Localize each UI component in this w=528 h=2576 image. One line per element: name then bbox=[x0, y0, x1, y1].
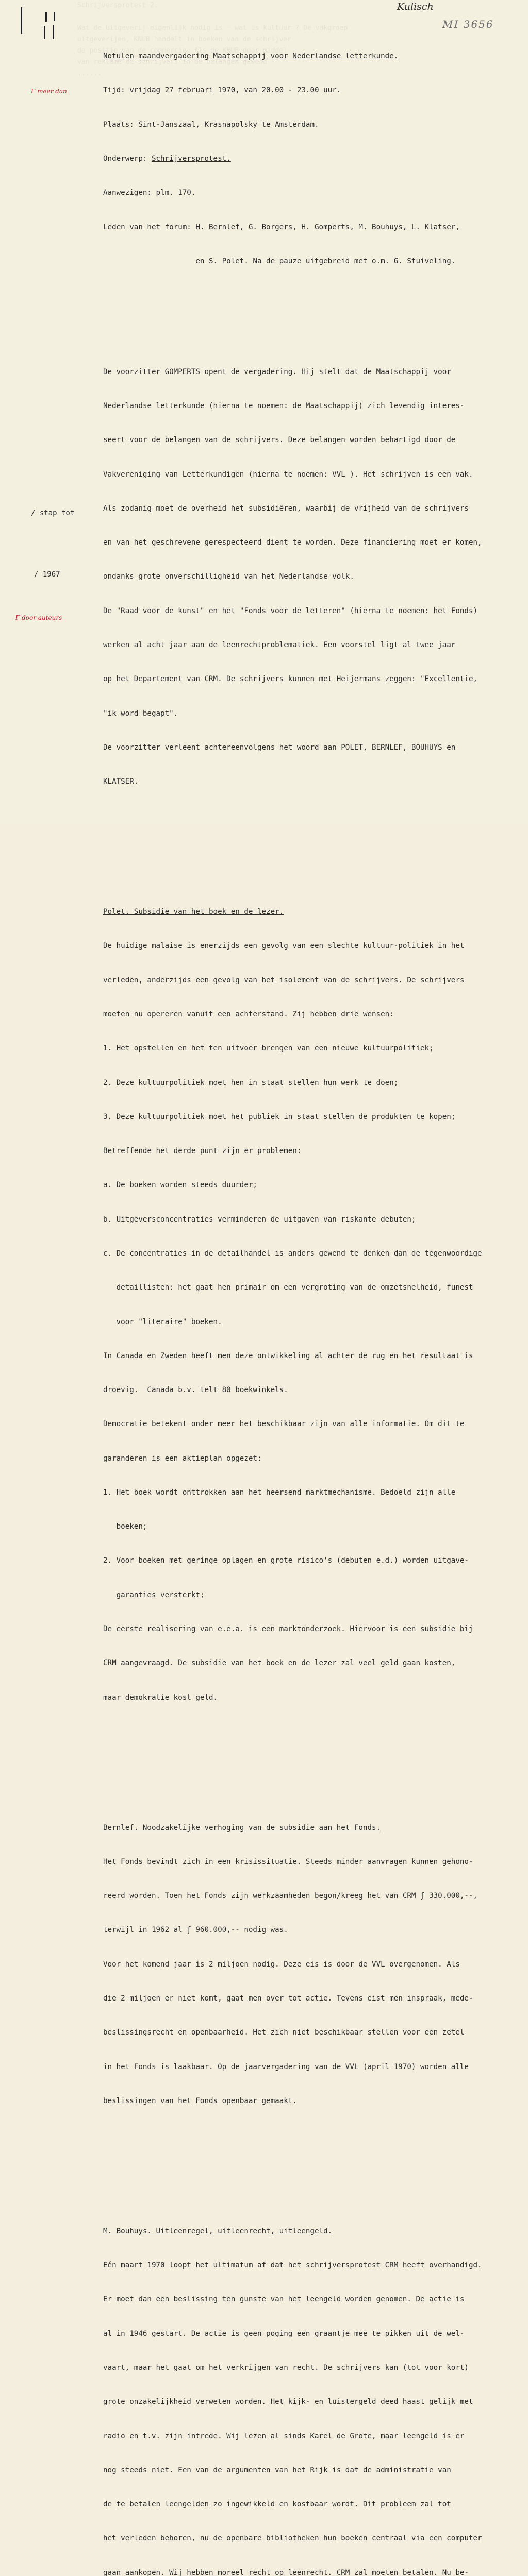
document-title: Notulen maandvergadering Maatschappij voor Nederlandse letterkunde. bbox=[103, 52, 399, 61]
intro-line: en van het geschrevene gerespecteerd dient te worden. Deze financiering moet er komen, bbox=[103, 538, 482, 547]
polet-line: c. De concentraties in de detailhandel is anders gewend te denken dan de tegenwoordige bbox=[103, 1249, 482, 1258]
meeting-time: Tijd: vrijdag 27 februari 1970, van 20.00 - 23.00 uur. bbox=[103, 86, 341, 95]
archive-mark-4 bbox=[54, 12, 55, 21]
bernlef-line: Het Fonds bevindt zich in een krisissituatie. Steeds minder aanvragen kunnen gehono- bbox=[103, 1857, 473, 1866]
polet-line: garanties versterkt; bbox=[103, 1590, 205, 1599]
bouhuys-line: het verleden behoren, nu de openbare bibliotheken hun boeken centraal via een computer bbox=[103, 2534, 482, 2543]
intro-line: KLATSER. bbox=[103, 777, 139, 786]
bouhuys-line: nog steeds niet. Een van de argumenten van het Rijk is dat de administratie van bbox=[103, 2466, 451, 2475]
section-heading-polet: Polet. Subsidie van het boek en de lezer. bbox=[103, 908, 284, 917]
archive-mark-1 bbox=[21, 7, 22, 34]
bouhuys-line: gaan aankopen. Wij hebben moreel recht op leenrecht. CRM zal moeten betalen. Nu be- bbox=[103, 2568, 469, 2576]
intro-line: "ik word begapt". bbox=[103, 709, 178, 718]
polet-line: voor "literaire" boeken. bbox=[103, 1317, 222, 1326]
intro-line: Vakvereniging van Letterkundigen (hierna te noemen: VVL ). Het schrijven is een vak. bbox=[103, 470, 473, 479]
intro-line: Nederlandse letterkunde (hierna te noemen: de Maatschappij) zich levendig interes- bbox=[103, 402, 465, 410]
intro-line: op het Departement van CRM. De schrijvers kunnen met Heijermans zeggen: "Excellentie, bbox=[103, 675, 478, 684]
intro-line: Als zodanig moet de overheid het subsidiëren, waarbij de vrijheid van de schrijvers bbox=[103, 504, 469, 513]
section-heading-bernlef: Bernlef. Noodzakelijke verhoging van de subsidie aan het Fonds. bbox=[103, 1823, 381, 1832]
margin-note-door-auteurs: Γ door auteurs bbox=[15, 614, 62, 621]
section-heading-bouhuys: M. Bouhuys. Uitleenregel, uitleenrecht, uitleengeld. bbox=[103, 2227, 333, 2235]
archive-mark-3 bbox=[44, 26, 45, 39]
forum-members-1: Leden van het forum: H. Bernlef, G. Borgers, H. Gomperts, M. Bouhuys, L. Klatser, bbox=[103, 223, 460, 231]
polet-line: detaillisten: het gaat hen primair om een vergroting van de omzetsnelheid, funest bbox=[103, 1283, 473, 1292]
bernlef-line: reerd worden. Toen het Fonds zijn werkzaamheden begon/kreeg het van CRM ƒ 330.000,--, bbox=[103, 1892, 478, 1901]
polet-line: maar demokratie kost geld. bbox=[103, 1693, 218, 1702]
polet-line: 2. Deze kultuurpolitiek moet hen in staat stellen hun werk te doen; bbox=[103, 1078, 399, 1087]
polet-line: 1. Het boek wordt onttrokken aan het heersend marktmechanisme. Bedoeld zijn alle bbox=[103, 1488, 456, 1497]
polet-line: 2. Voor boeken met geringe oplagen en grote risico's (debuten e.d.) worden uitgave- bbox=[103, 1556, 469, 1565]
polet-line: 3. Deze kultuurpolitiek moet het publiek in staat stellen de produkten te kopen; bbox=[103, 1112, 456, 1121]
archive-mark-2 bbox=[45, 12, 47, 22]
section-polet bbox=[103, 884, 527, 1726]
polet-line: De huidige malaise is enerzijds een gevolg van een slechte kultuur-politiek in het bbox=[103, 942, 465, 951]
archive-stamp: MI 3656 bbox=[442, 18, 494, 30]
handwritten-annotation-top: Kulisch bbox=[397, 1, 434, 12]
bouhuys-line: Eén maart 1970 loopt het ultimatum af dat het schrijversprotest CRM heeft overhandigd. bbox=[103, 2261, 482, 2270]
polet-line: verleden, anderzijds een gevolg van het isolement van de schrijvers. De schrijvers bbox=[103, 976, 465, 985]
polet-line: 1. Het opstellen en het ten uitvoer brengen van een nieuwe kultuurpolitiek; bbox=[103, 1044, 434, 1053]
meeting-place: Plaats: Sint-Janszaal, Krasnapolsky te Amsterdam. bbox=[103, 120, 319, 129]
polet-line: droevig. Canada b.v. telt 80 boekwinkels. bbox=[103, 1386, 288, 1395]
margin-note-stap-tot: / stap tot bbox=[31, 509, 75, 517]
polet-line: Betreffende het derde punt zijn er problemen: bbox=[103, 1147, 302, 1156]
bleed-through-text: Schrijversprotest 2. Wat de uitgeverij eigenlijk nodig is — wat is kultuur ? De vakgroep uitgeverijen, KNUB handelt in boeken van de schrijver de positie van de commercie. Als de KNUB door middel van reklame de schrijvers in de belangen gewend ...... bbox=[77, 2, 348, 77]
polet-line: garanderen is een aktieplan opgezet: bbox=[103, 1454, 262, 1463]
archive-mark-5 bbox=[53, 25, 54, 39]
intro-line: De "Raad voor de kunst" en het "Fonds voor de letteren" (hierna te noemen: het Fonds) bbox=[103, 606, 478, 615]
polet-line: Democratie betekent onder meer het beschikbaar zijn van alle informatie. Om dit te bbox=[103, 1420, 465, 1429]
margin-note-meer-dan: Γ meer dan bbox=[31, 88, 67, 95]
margin-note-1967: / 1967 bbox=[34, 570, 60, 579]
subject-value: Schrijversprotest. bbox=[151, 155, 231, 163]
bernlef-line: beslissingsrecht en openbaarheid. Het zich niet beschikbaar stellen voor een zetel bbox=[103, 2028, 465, 2037]
intro-line: werken al acht jaar aan de leenrechtproblematiek. Een voorstel ligt al twee jaar bbox=[103, 640, 456, 649]
section-bouhuys bbox=[103, 2203, 527, 2576]
subject-label: Onderwerp: bbox=[103, 155, 152, 163]
bouhuys-line: vaart, maar het gaat om het verkrijgen van recht. De schrijvers kan (tot voor kort) bbox=[103, 2364, 469, 2372]
bernlef-line: beslissingen van het Fonds openbaar gemaakt. bbox=[103, 2096, 297, 2105]
intro-line: ondanks grote onverschilligheid van het Nederlandse volk. bbox=[103, 572, 354, 581]
polet-line: b. Uitgeversconcentraties verminderen de uitgaven van riskante debuten; bbox=[103, 1215, 416, 1224]
polet-line: moeten nu opereren vanuit een achterstand. Zij hebben drie wensen: bbox=[103, 1010, 394, 1019]
bernlef-line: terwijl in 1962 al ƒ 960.000,-- nodig was. bbox=[103, 1926, 288, 1935]
minutes-body bbox=[103, 28, 527, 2576]
intro-line: De voorzitter verleent achtereenvolgens het woord aan POLET, BERNLEF, BOUHUYS en bbox=[103, 743, 456, 752]
section-bernlef bbox=[103, 1799, 527, 2129]
bernlef-line: in het Fonds is laakbaar. Op de jaarvergadering van de VVL (april 1970) worden alle bbox=[103, 2062, 469, 2071]
meeting-subject bbox=[103, 153, 527, 164]
bernlef-line: die 2 miljoen er niet komt, gaat men over tot actie. Tevens eist men inspraak, mede- bbox=[103, 1994, 473, 2003]
bernlef-line: Voor het komend jaar is 2 miljoen nodig. Deze eis is door de VVL overgenomen. Als bbox=[103, 1960, 460, 1969]
intro-paragraph bbox=[103, 344, 527, 810]
polet-line: De eerste realisering van e.e.a. is een marktonderzoek. Hiervoor is een subsidie bij bbox=[103, 1625, 473, 1634]
polet-line: a. De boeken worden steeds duurder; bbox=[103, 1181, 257, 1190]
attendance: Aanwezigen: plm. 170. bbox=[103, 189, 196, 197]
bouhuys-line: al in 1946 gestart. De actie is geen poging een graantje mee te pikken uit de wel- bbox=[103, 2329, 465, 2338]
intro-line: seert voor de belangen van de schrijvers. Deze belangen worden behartigd door de bbox=[103, 436, 456, 445]
bouhuys-line: radio en t.v. zijn intrede. Wij lezen al sinds Karel de Grote, maar leengeld is er bbox=[103, 2432, 465, 2441]
bouhuys-line: de te betalen leengelden zo ingewikkeld en kostbaar wordt. Dit probleem zal tot bbox=[103, 2500, 451, 2509]
polet-line: boeken; bbox=[103, 1522, 147, 1531]
polet-line: CRM aangevraagd. De subsidie van het boek en de lezer zal veel geld gaan kosten, bbox=[103, 1659, 456, 1668]
bouhuys-line: Er moet dan een beslissing ten gunste van het leengeld worden genomen. De actie is bbox=[103, 2295, 465, 2304]
polet-line: In Canada en Zweden heeft men deze ontwikkeling al achter de rug en het resultaat is bbox=[103, 1351, 473, 1360]
forum-members-2: en S. Polet. Na de pauze uitgebreid met o.m. G. Stuiveling. bbox=[103, 257, 456, 265]
intro-line: De voorzitter GOMPERTS opent de vergadering. Hij stelt dat de Maatschappij voor bbox=[103, 367, 451, 376]
bouhuys-line: grote onzakelijkheid verweten worden. Het kijk- en luistergeld deed haast gelijk met bbox=[103, 2398, 473, 2406]
